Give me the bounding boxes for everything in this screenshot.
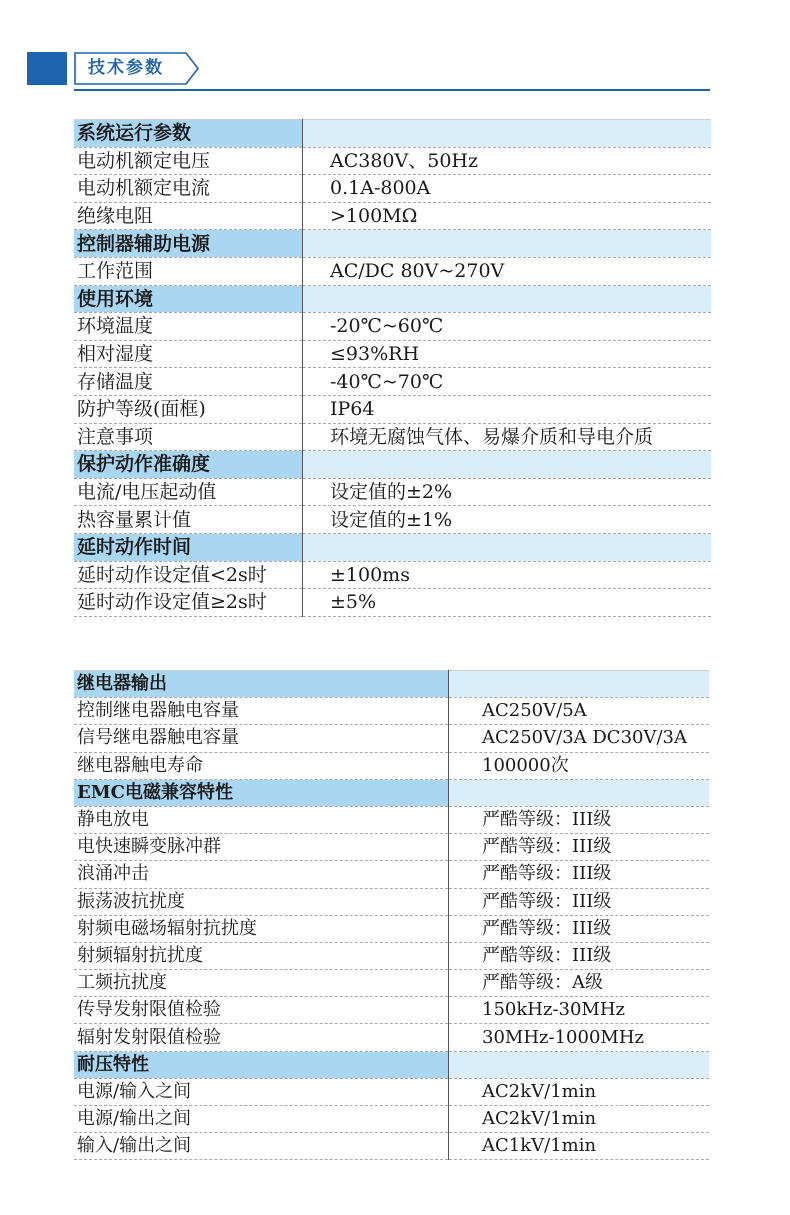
param-value: 严酷等级：III级: [482, 809, 612, 831]
table-row: [74, 1078, 709, 1105]
header-accent-block: [27, 52, 67, 85]
section-value: [449, 1051, 710, 1078]
param-value: ±100ms: [330, 563, 410, 586]
param-name: 存储温度: [74, 368, 303, 396]
param-value: 严酷等级：III级: [482, 917, 612, 939]
param-value: 严酷等级：III级: [482, 890, 612, 912]
section-value: [303, 120, 712, 148]
param-value: 设定值的±2%: [330, 481, 453, 504]
table-row: [74, 888, 709, 915]
param-value: -20℃~60℃: [330, 315, 444, 338]
section-title: 系统运行参数: [74, 120, 303, 148]
table-row: [74, 423, 711, 451]
table-row: [74, 970, 709, 997]
section-title: 耐压特性: [74, 1051, 449, 1078]
param-name: 注意事项: [74, 423, 303, 451]
table-row: [74, 478, 711, 506]
section-title: 控制器辅助电源: [74, 230, 303, 258]
param-value: 严酷等级：III级: [482, 863, 612, 885]
param-name: 振荡波抗扰度: [74, 888, 449, 915]
table-row: [74, 997, 709, 1024]
param-value: ±5%: [330, 591, 377, 614]
param-value: AC1kV/1min: [482, 1135, 597, 1157]
section-title: 继电器输出: [74, 671, 449, 698]
param-name: 静电放电: [74, 806, 449, 833]
table-row: [74, 368, 711, 396]
section-header-row: [74, 779, 709, 806]
section-title: 延时动作时间: [74, 533, 303, 561]
param-name: 环境温度: [74, 313, 303, 341]
param-value: 环境无腐蚀气体、易爆介质和导电介质: [330, 425, 654, 448]
section-title: EMC电磁兼容特性: [74, 779, 449, 806]
param-name: 信号继电器触电容量: [74, 725, 449, 752]
table-row: [74, 1133, 709, 1160]
section-header: [0, 0, 790, 100]
table-row: [74, 202, 711, 230]
param-value: AC2kV/1min: [482, 1108, 597, 1130]
param-name: 传导发射限值检验: [74, 997, 449, 1024]
section-title: 使用环境: [74, 285, 303, 313]
table-row: [74, 175, 711, 203]
param-value: ≤93%RH: [330, 343, 420, 366]
param-value: 100000次: [482, 754, 569, 776]
section-value: [303, 451, 712, 479]
param-value: -40℃~70℃: [330, 370, 444, 393]
table-row: [74, 1024, 709, 1051]
section-title: 保护动作准确度: [74, 451, 303, 479]
table-row: [74, 506, 711, 534]
param-value: IP64: [330, 398, 375, 421]
param-name: 工作范围: [74, 257, 303, 285]
table-row: [74, 698, 709, 725]
param-name: 电源/输出之间: [74, 1106, 449, 1133]
param-name: 工频抗扰度: [74, 970, 449, 997]
param-value: AC250V/3A DC30V/3A: [482, 727, 687, 749]
param-name: 射频辐射抗扰度: [74, 942, 449, 969]
table-row: [74, 1106, 709, 1133]
param-name: 输入/输出之间: [74, 1133, 449, 1160]
param-name: 延时动作设定值≥2s时: [74, 589, 303, 617]
param-name: 相对湿度: [74, 340, 303, 368]
param-name: 电动机额定电流: [74, 175, 303, 203]
section-header-row: [74, 120, 711, 148]
section-header-row: [74, 451, 711, 479]
param-value: AC250V/5A: [482, 700, 587, 722]
param-value: >100MΩ: [330, 205, 418, 228]
table-row: [74, 340, 711, 368]
param-value: 严酷等级：III级: [482, 836, 612, 858]
section-value: [303, 285, 712, 313]
table-row: [74, 806, 709, 833]
table-row: [74, 752, 709, 779]
section-value: [303, 230, 712, 258]
param-name: 电动机额定电压: [74, 147, 303, 175]
header-divider: [74, 89, 710, 91]
section-value: [449, 671, 710, 698]
page-title: 技术参数: [88, 58, 164, 78]
spec-table-1: [74, 119, 711, 617]
param-name: 射频电磁场辐射抗扰度: [74, 915, 449, 942]
table-row: [74, 942, 709, 969]
param-value: 严酷等级：A级: [482, 972, 603, 994]
param-value: 150kHz-30MHz: [482, 999, 626, 1021]
section-value: [449, 779, 710, 806]
param-name: 电快速瞬变脉冲群: [74, 834, 449, 861]
section-header-row: [74, 533, 711, 561]
param-name: 电流/电压起动值: [74, 478, 303, 506]
table-row: [74, 834, 709, 861]
section-header-row: [74, 285, 711, 313]
param-value: AC380V、50Hz: [330, 149, 479, 172]
table-row: [74, 561, 711, 589]
table-row: [74, 257, 711, 285]
table-row: [74, 147, 711, 175]
param-name: 绝缘电阻: [74, 202, 303, 230]
title-tab: [74, 52, 204, 85]
section-header-row: [74, 1051, 709, 1078]
param-name: 延时动作设定值<2s时: [74, 561, 303, 589]
table-row: [74, 861, 709, 888]
param-value: 设定值的±1%: [330, 508, 453, 531]
param-value: AC2kV/1min: [482, 1080, 597, 1102]
table-row: [74, 725, 709, 752]
table-row: [74, 395, 711, 423]
param-name: 热容量累计值: [74, 506, 303, 534]
section-header-row: [74, 671, 709, 698]
param-name: 防护等级(面框): [74, 395, 303, 423]
section-header-row: [74, 230, 711, 258]
param-value: AC/DC 80V~270V: [330, 260, 505, 283]
table-row: [74, 915, 709, 942]
param-name: 电源/输入之间: [74, 1078, 449, 1105]
table-row: [74, 313, 711, 341]
param-value: 30MHz-1000MHz: [482, 1026, 645, 1048]
table-row: [74, 589, 711, 617]
param-value: 0.1A-800A: [330, 177, 431, 200]
param-name: 浪涌冲击: [74, 861, 449, 888]
param-name: 控制继电器触电容量: [74, 698, 449, 725]
param-name: 继电器触电寿命: [74, 752, 449, 779]
param-value: 严酷等级：III级: [482, 944, 612, 966]
section-value: [303, 533, 712, 561]
param-name: 辐射发射限值检验: [74, 1024, 449, 1051]
spec-table-2: [74, 670, 709, 1160]
